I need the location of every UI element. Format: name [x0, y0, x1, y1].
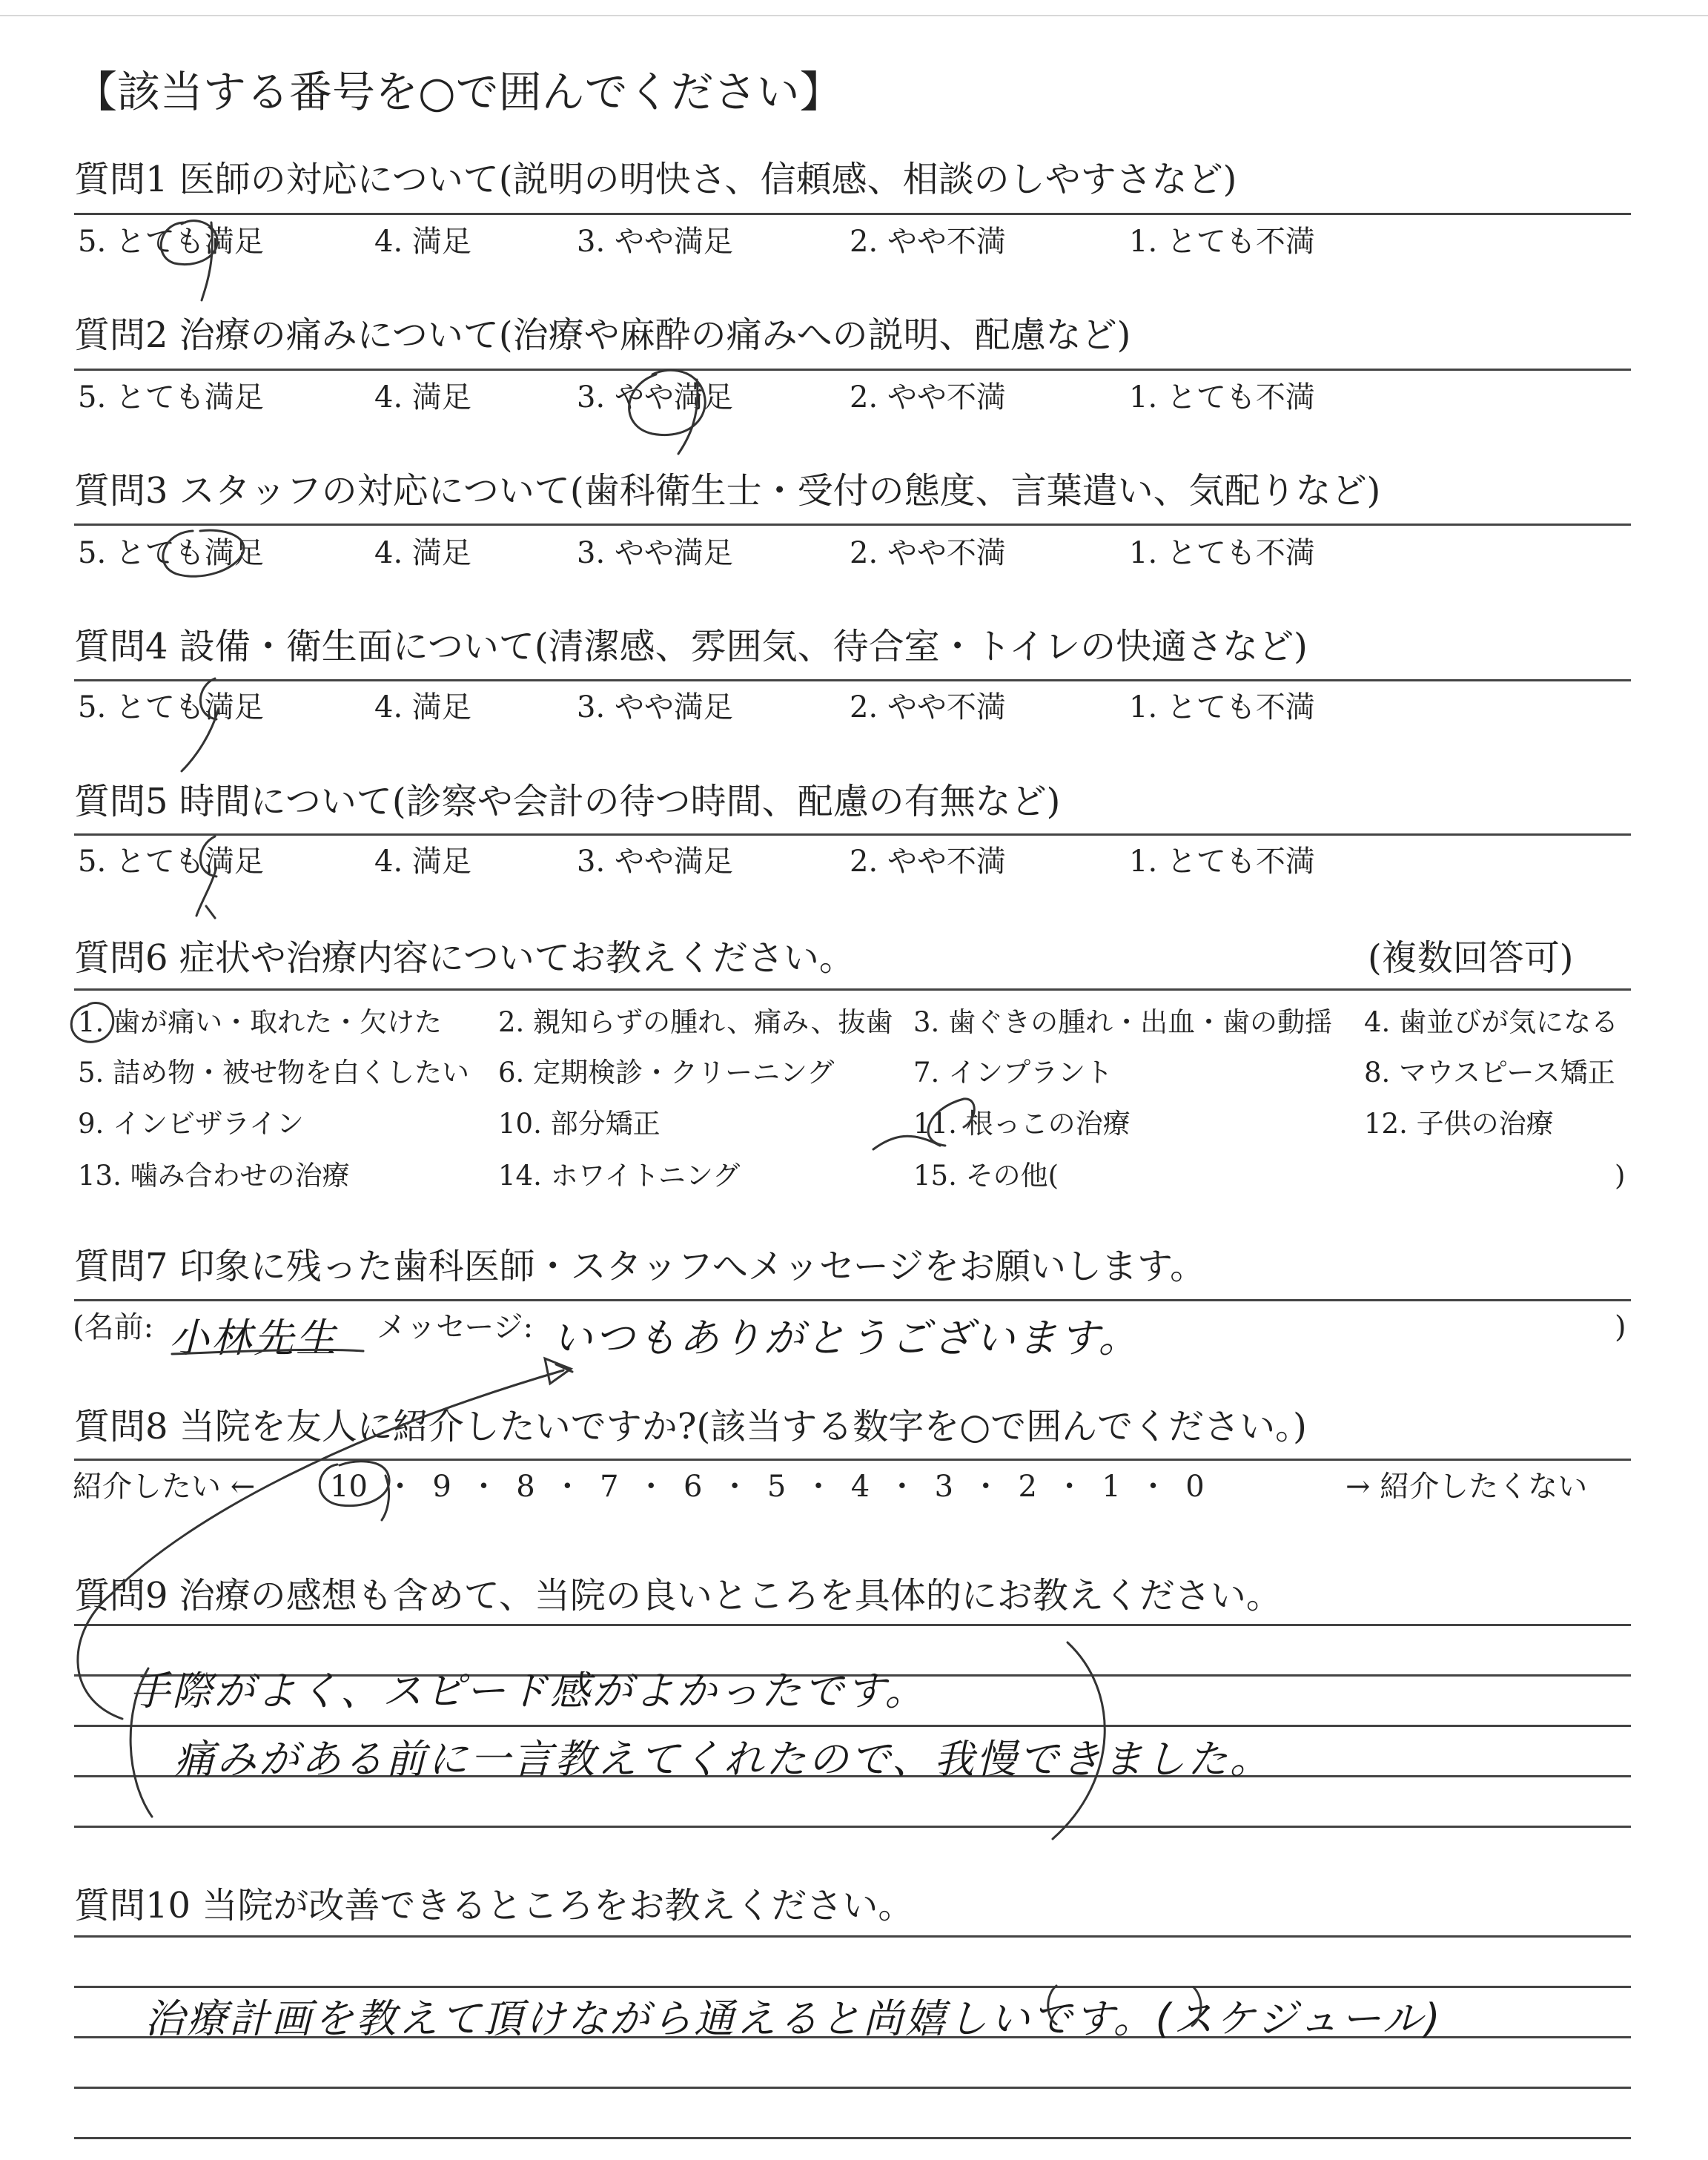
- q6-option-10[interactable]: 10. 部分矯正: [498, 1108, 661, 1140]
- q9-title: 質問9 治療の感想も含めて、当院の良いところを具体的にお教えください。: [74, 1575, 1282, 1616]
- q5-option-5[interactable]: 5. とても満足: [78, 845, 264, 879]
- q9-line-1: [74, 1624, 1631, 1626]
- q6-option-4[interactable]: 4. 歯並びが気になる: [1364, 1006, 1619, 1038]
- q6-option-13[interactable]: 13. 噛み合わせの治療: [78, 1160, 350, 1192]
- q8-right-label: → 紹介したくない: [1345, 1470, 1588, 1504]
- q4-option-1[interactable]: 1. とても不満: [1129, 690, 1315, 724]
- q9-answer-line-1[interactable]: 手際がよく、スピード感がよかったです。: [130, 1668, 927, 1714]
- q3-option-4[interactable]: 4. 満足: [374, 536, 471, 570]
- q8-rule: [74, 1459, 1631, 1461]
- q4-option-5[interactable]: 5. とても満足: [78, 690, 264, 724]
- q4-option-3[interactable]: 3. やや満足: [577, 690, 733, 724]
- q5-option-3[interactable]: 3. やや満足: [577, 845, 733, 879]
- q6-note: (複数回答可): [1368, 937, 1574, 979]
- q8-scale[interactable]: 10 ・ 9 ・ 8 ・ 7 ・ 6 ・ 5 ・ 4 ・ 3 ・ 2 ・ 1 ・ 0: [330, 1470, 1205, 1504]
- q3-option-3[interactable]: 3. やや満足: [577, 536, 733, 570]
- q7-name-handwritten[interactable]: 小林先生: [169, 1315, 338, 1361]
- q9-line-5: [74, 1826, 1631, 1828]
- q9-line-3: [74, 1725, 1631, 1727]
- q4-option-2[interactable]: 2. やや不満: [850, 690, 1006, 724]
- q6-option-15[interactable]: 15. その他(: [913, 1160, 1059, 1192]
- q6-option-8[interactable]: 8. マウスピース矯正: [1364, 1057, 1615, 1089]
- q4-option-4[interactable]: 4. 満足: [374, 690, 471, 724]
- q1-option-5[interactable]: 5. とても満足: [78, 225, 264, 259]
- q6-other-close-paren: ): [1615, 1160, 1626, 1192]
- q2-option-2[interactable]: 2. やや不満: [850, 380, 1006, 415]
- q6-option-12[interactable]: 12. 子供の治療: [1364, 1108, 1554, 1140]
- q6-option-7[interactable]: 7. インプラント: [913, 1057, 1113, 1089]
- q6-option-14[interactable]: 14. ホワイトニング: [498, 1160, 741, 1192]
- q7-close-paren: ): [1615, 1310, 1626, 1344]
- q6-option-2[interactable]: 2. 親知らずの腫れ、痛み、抜歯: [498, 1006, 893, 1038]
- q5-option-2[interactable]: 2. やや不満: [850, 845, 1006, 879]
- instruction-header: 【該当する番号を○で囲んでください】: [74, 67, 843, 117]
- q5-option-4[interactable]: 4. 満足: [374, 845, 471, 879]
- q2-option-5[interactable]: 5. とても満足: [78, 380, 264, 415]
- q1-title: 質問1 医師の対応について(説明の明快さ、信頼感、相談のしやすさなど): [74, 159, 1237, 200]
- q1-option-1[interactable]: 1. とても不満: [1129, 225, 1315, 259]
- q3-option-5[interactable]: 5. とても満足: [78, 536, 264, 570]
- q7-message-handwritten[interactable]: いつもありがとうございます。: [552, 1315, 1141, 1361]
- q8-left-label: 紹介したい ←: [73, 1470, 256, 1504]
- q6-option-6[interactable]: 6. 定期検診・クリーニング: [498, 1057, 835, 1089]
- q1-option-2[interactable]: 2. やや不満: [850, 225, 1006, 259]
- q10-title: 質問10 当院が改善できるところをお教えください。: [74, 1885, 914, 1926]
- q8-title: 質問8 当院を友人に紹介したいですか?(該当する数字を○で囲んでください。): [74, 1406, 1307, 1447]
- q6-rule: [74, 988, 1631, 991]
- q10-line-5: [74, 2137, 1631, 2139]
- q5-title: 質問5 時間について(診察や会計の待つ時間、配慮の有無など): [74, 781, 1061, 822]
- q7-message-label: メッセージ:: [377, 1310, 534, 1344]
- q3-option-1[interactable]: 1. とても不満: [1129, 536, 1315, 570]
- top-border: [0, 15, 1708, 16]
- q7-name-label: (名前:: [73, 1310, 154, 1344]
- q3-rule: [74, 524, 1631, 526]
- q5-rule: [74, 833, 1631, 836]
- q10-answer-line-1[interactable]: 治療計画を教えて頂けながら通えると尚嬉しいです。(スケジュール): [145, 1995, 1443, 2042]
- q9-answer-line-2[interactable]: 痛みがある前に一言教えてくれたので、我慢できました。: [174, 1736, 1272, 1783]
- q5-option-1[interactable]: 1. とても不満: [1129, 845, 1315, 879]
- q2-rule: [74, 369, 1631, 371]
- q7-rule: [74, 1299, 1631, 1301]
- q6-option-3[interactable]: 3. 歯ぐきの腫れ・出血・歯の動揺: [913, 1006, 1333, 1038]
- q6-title: 質問6 症状や治療内容についてお教えください。: [74, 937, 855, 979]
- q10-line-4: [74, 2087, 1631, 2089]
- q6-option-9[interactable]: 9. インビザライン: [78, 1108, 304, 1140]
- q7-title: 質問7 印象に残った歯科医師・スタッフへメッセージをお願いします。: [74, 1246, 1206, 1287]
- q2-title: 質問2 治療の痛みについて(治療や麻酔の痛みへの説明、配慮など): [74, 314, 1131, 356]
- q2-option-3[interactable]: 3. やや満足: [577, 380, 733, 415]
- q1-option-3[interactable]: 3. やや満足: [577, 225, 733, 259]
- q3-title: 質問3 スタッフの対応について(歯科衛生士・受付の態度、言葉遣い、気配りなど): [74, 470, 1381, 512]
- q10-line-1: [74, 1935, 1631, 1938]
- q1-rule: [74, 213, 1631, 215]
- q1-option-4[interactable]: 4. 満足: [374, 225, 471, 259]
- q6-option-11[interactable]: 11. 根っこの治療: [913, 1108, 1131, 1140]
- q6-option-1[interactable]: 1. 歯が痛い・取れた・欠けた: [78, 1006, 443, 1038]
- q2-option-4[interactable]: 4. 満足: [374, 380, 471, 415]
- q3-option-2[interactable]: 2. やや不満: [850, 536, 1006, 570]
- q6-option-5[interactable]: 5. 詰め物・被せ物を白くしたい: [78, 1057, 470, 1089]
- q2-option-1[interactable]: 1. とても不満: [1129, 380, 1315, 415]
- q4-title: 質問4 設備・衛生面について(清潔感、雰囲気、待合室・トイレの快適さなど): [74, 626, 1308, 667]
- q4-rule: [74, 679, 1631, 681]
